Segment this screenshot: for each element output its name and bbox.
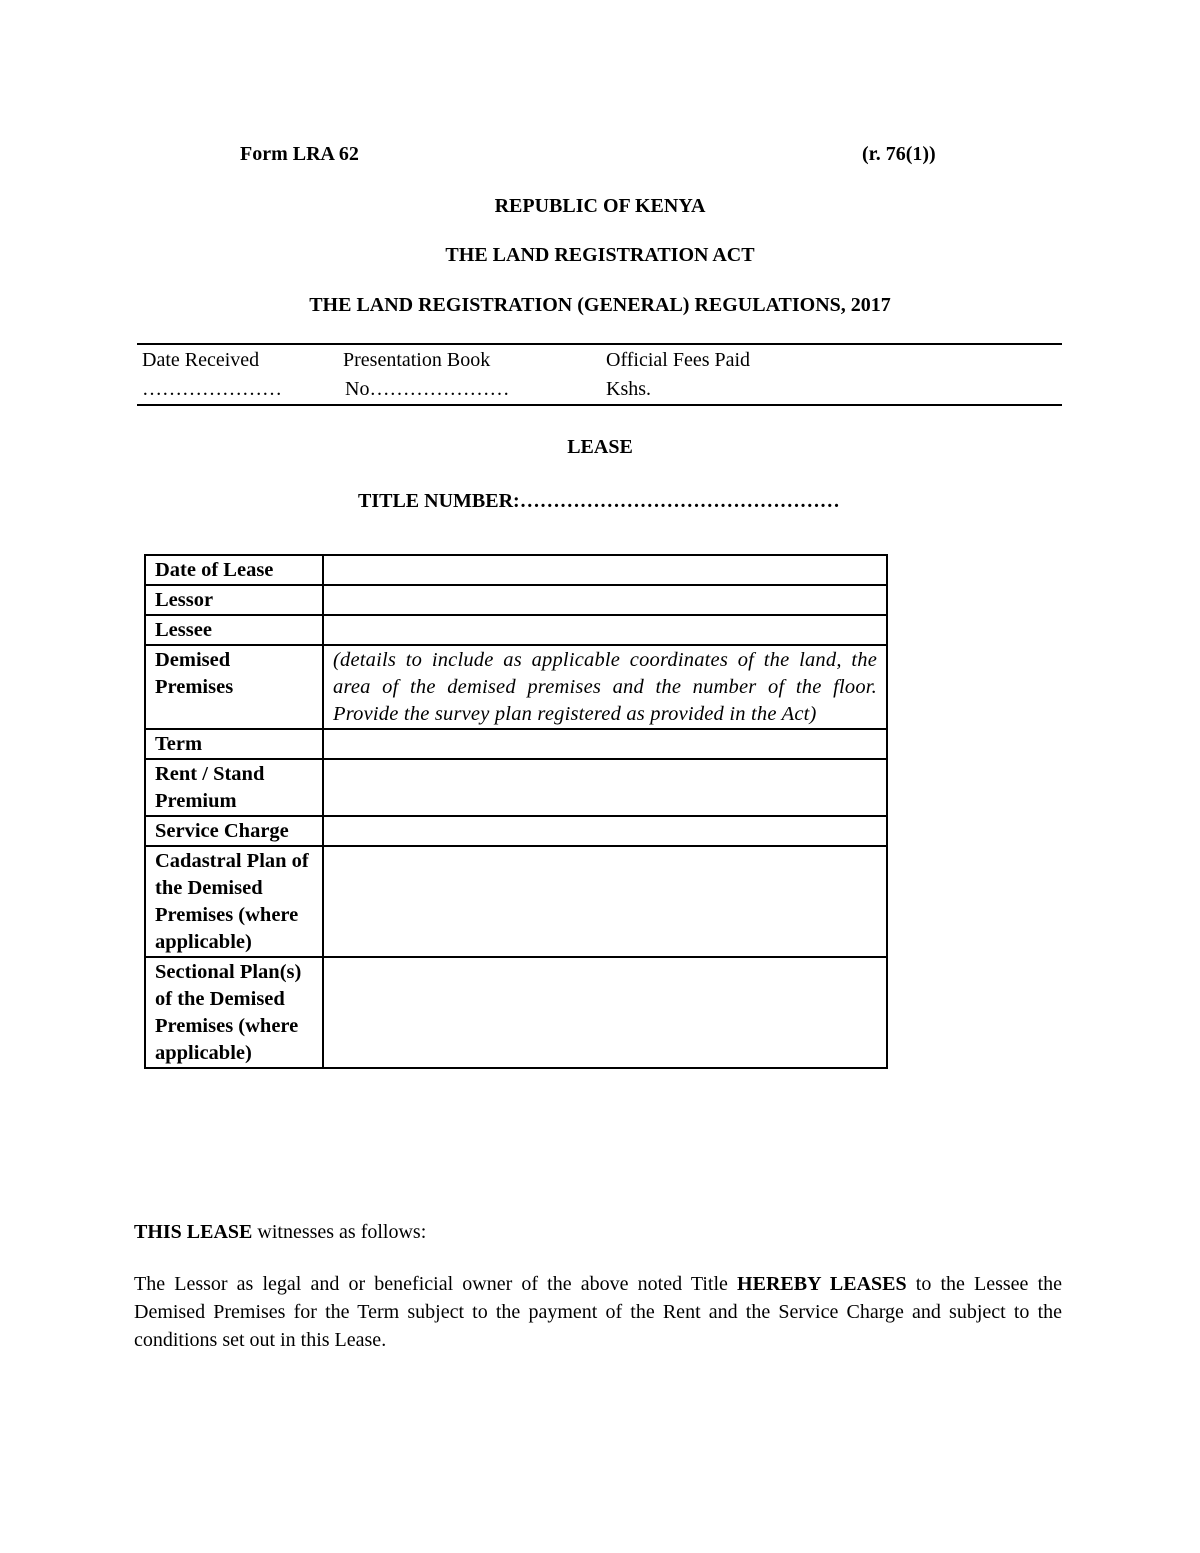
sectional-plan-cell[interactable] bbox=[323, 957, 887, 1068]
row-label: Service Charge bbox=[145, 816, 323, 846]
row-label: Lessee bbox=[145, 615, 323, 645]
lessor-cell[interactable] bbox=[323, 585, 887, 615]
republic-heading: REPUBLIC OF KENYA bbox=[494, 195, 706, 217]
row-label: Cadastral Plan of the Demised Premises (where applicable) bbox=[145, 846, 323, 957]
witness-text: witnesses as follows: bbox=[252, 1221, 427, 1243]
title-number-field[interactable]: TITLE NUMBER:………………………………………… bbox=[358, 490, 840, 512]
table-row bbox=[145, 645, 887, 729]
form-number: Form LRA 62 bbox=[240, 143, 359, 165]
document-title: LEASE bbox=[567, 436, 633, 458]
term-cell[interactable] bbox=[323, 729, 887, 759]
row-label: Demised Premises bbox=[145, 645, 323, 729]
date-received-label: Date Received bbox=[142, 349, 260, 371]
official-fees-label: Official Fees Paid bbox=[606, 349, 751, 371]
row-label: Rent / Stand Premium bbox=[145, 759, 323, 816]
presentation-book-label: Presentation Book bbox=[343, 349, 491, 371]
lease-particulars-table bbox=[144, 554, 888, 1069]
row-label: Lessor bbox=[145, 585, 323, 615]
table-row bbox=[145, 816, 887, 846]
cadastral-plan-cell[interactable] bbox=[323, 846, 887, 957]
operative-paragraph bbox=[134, 1270, 1062, 1354]
registry-bottom-rule bbox=[137, 404, 1062, 406]
rule-reference: (r. 76(1)) bbox=[862, 143, 936, 165]
row-label: Date of Lease bbox=[145, 555, 323, 585]
date-received-field[interactable]: ………………… bbox=[142, 378, 282, 400]
row-label: Term bbox=[145, 729, 323, 759]
act-heading: THE LAND REGISTRATION ACT bbox=[445, 244, 755, 266]
presentation-book-number-field[interactable]: No………………… bbox=[345, 378, 510, 400]
table-row bbox=[145, 846, 887, 957]
table-row bbox=[145, 729, 887, 759]
table-row bbox=[145, 555, 887, 585]
rent-stand-premium-cell[interactable] bbox=[323, 759, 887, 816]
table-row bbox=[145, 759, 887, 816]
demised-premises-cell[interactable]: (details to include as applicable coordinates of the land, the area of the demised premises and the number of the floor. Provide the survey plan registered as provided in the Act) bbox=[323, 645, 887, 729]
this-lease-term: THIS LEASE bbox=[134, 1221, 253, 1243]
table-row bbox=[145, 615, 887, 645]
operative-text-start: The Lessor as legal and or beneficial owner of the above noted Title bbox=[134, 1273, 738, 1295]
date-of-lease-cell[interactable] bbox=[323, 555, 887, 585]
hereby-leases-term: HEREBY LEASES bbox=[737, 1273, 907, 1295]
table-row bbox=[145, 585, 887, 615]
service-charge-cell[interactable] bbox=[323, 816, 887, 846]
registry-top-rule bbox=[137, 343, 1062, 345]
regulations-heading: THE LAND REGISTRATION (GENERAL) REGULATIONS, 2017 bbox=[309, 294, 891, 316]
official-fees-field[interactable]: Kshs. bbox=[606, 378, 652, 400]
operative-text-end: to the Lessee the Demised Premises for the Term subject to the payment of the Rent and the Service Charge and subject to the conditions set out in this Lease. bbox=[134, 1273, 1063, 1351]
witness-paragraph bbox=[134, 1218, 1062, 1246]
lessee-cell[interactable] bbox=[323, 615, 887, 645]
table-row bbox=[145, 957, 887, 1068]
row-label: Sectional Plan(s) of the Demised Premises (where applicable) bbox=[145, 957, 323, 1068]
